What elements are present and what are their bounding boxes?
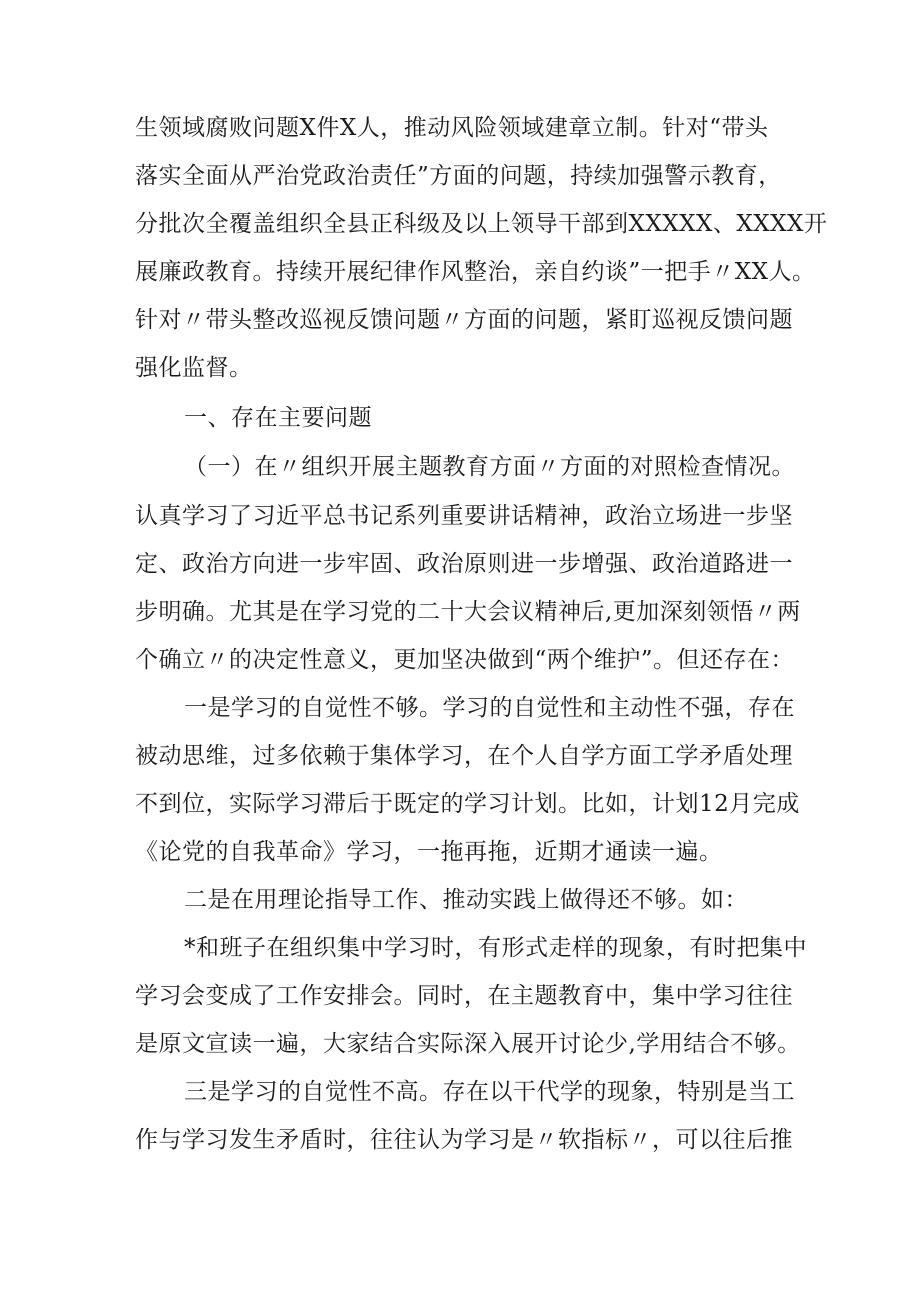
text-line: 二是在用理论指导工作、推动实践上做得还不够。如： [184, 887, 748, 913]
text-line: 定、政治方向进一步牢固、政治原则进一步增强、政治道路进一 [135, 551, 793, 577]
text-line: 作与学习发生矛盾时，往往认为学习是〃软指标〃，可以往后推 [135, 1127, 793, 1153]
section-heading: 一、存在主要问题 [184, 405, 372, 431]
text-line: *和班子在组织集中学习时，有形式走样的现象，有时把集中 [184, 935, 807, 961]
text-line: 生领域腐败问题X件X人，推动风险领域建章立制。针对“带头 [135, 115, 769, 141]
text-line: 三是学习的自觉性不高。存在以干代学的现象，特别是当工 [184, 1079, 795, 1105]
text-line: 不到位，实际学习滞后于既定的学习计划。比如，计划12月完成 [135, 791, 800, 817]
text-line: 个确立〃的决定性意义，更加坚决做到“两个维护”。但还存在： [135, 647, 795, 673]
text-line: 强化监督。 [135, 355, 253, 381]
text-line: 分批次全覆盖组织全县正科级及以上领导干部到XXXXX、XXXX开 [135, 211, 828, 237]
text-line: 落实全面从严治党政治责任”方面的问题，持续加强警示教育， [135, 163, 782, 189]
text-line: 是原文宣读一遍，大家结合实际深入展开讨论少,学用结合不够。 [135, 1031, 801, 1057]
text-line: 被动思维，过多依赖于集体学习，在个人自学方面工学矛盾处理 [135, 743, 793, 769]
text-line: 学习会变成了工作安排会。同时，在主题教育中，集中学习往往 [135, 983, 793, 1009]
subsection-heading: （一）在〃组织开展主题教育方面〃方面的对照检查情况。 [184, 454, 795, 480]
text-line: 《论党的自我革命》学习，一拖再拖，近期才通读一遍。 [135, 839, 723, 865]
text-line: 展廉政教育。持续开展纪律作风整治，亲自约谈”一把手〃XX人。 [135, 259, 816, 285]
text-line: 一是学习的自觉性不够。学习的自觉性和主动性不强，存在 [184, 695, 795, 721]
text-line: 认真学习了习近平总书记系列重要讲话精神，政治立场进一步坚 [135, 503, 793, 529]
text-line: 步明确。尤其是在学习党的二十大会议精神后,更加深刻领悟〃两 [135, 599, 801, 625]
text-line: 针对〃带头整改巡视反馈问题〃方面的问题，紧盯巡视反馈问题 [135, 307, 793, 333]
